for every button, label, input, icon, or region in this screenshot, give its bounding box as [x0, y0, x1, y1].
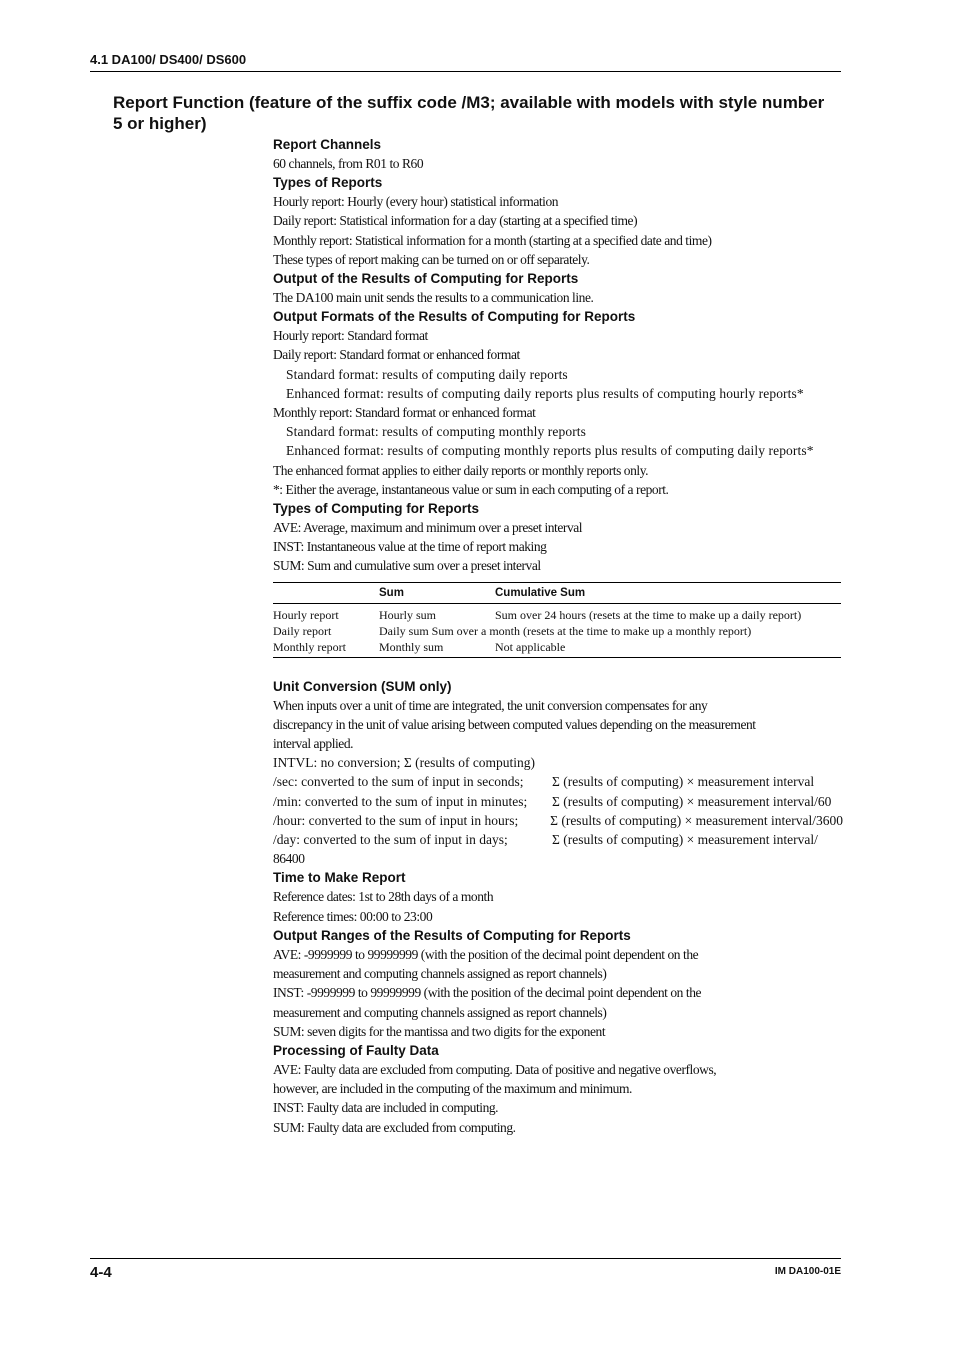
- heading-types-of-reports: Types of Reports: [273, 175, 383, 191]
- paragraph-indented: Standard format: results of computing monthly reports: [286, 424, 586, 440]
- paragraph: Reference times: 00:00 to 23:00: [273, 908, 433, 924]
- paragraph: Daily report: Standard format or enhanced format: [273, 347, 520, 363]
- paragraph: INST: -9999999 to 99999999 (with the position of the decimal point dependent on the: [273, 985, 702, 1001]
- paragraph: 60 channels, from R01 to R60: [273, 156, 424, 171]
- paragraph: These types of report making can be turned on or off separately.: [273, 251, 590, 267]
- paragraph: The enhanced format applies to either daily reports or monthly reports only.: [273, 462, 649, 478]
- paragraph: discrepancy in the unit of value arising between computed values depending on the measurement: [273, 716, 756, 732]
- spacer: [273, 658, 843, 677]
- paragraph: interval applied.: [273, 736, 354, 752]
- paragraph: Hourly report: Hourly (every hour) statistical information: [273, 194, 559, 210]
- paragraph: measurement and computing channels assigned as report channels): [273, 966, 607, 982]
- heading-output-ranges: Output Ranges of the Results of Computing for Reports: [273, 927, 631, 943]
- conversion-label: /day: converted to the sum of input in days;: [273, 832, 508, 848]
- conversion-formula: Σ (results of computing) × measurement interval/: [552, 832, 818, 848]
- conversion-formula: Σ (results of computing) × measurement interval: [552, 774, 815, 790]
- header-divider: [90, 71, 841, 72]
- table-cell: Hourly sum: [379, 607, 436, 622]
- document-id: IM DA100-01E: [774, 1266, 841, 1277]
- conversion-row: [273, 830, 843, 849]
- sum-table: [273, 582, 841, 658]
- heading-time-to-make-report: Time to Make Report: [273, 870, 406, 886]
- paragraph-indented: Enhanced format: results of computing daily reports plus results of computing hourly reports*: [286, 385, 804, 401]
- paragraph: AVE: Average, maximum and minimum over a preset interval: [273, 520, 583, 536]
- paragraph: AVE: Faulty data are excluded from computing. Data of positive and negative overflows,: [273, 1061, 717, 1077]
- paragraph: SUM: Faulty data are excluded from computing.: [273, 1119, 516, 1135]
- paragraph: Monthly report: Statistical information for a month (starting at a specified date and time): [273, 232, 712, 248]
- heading-computing-types: Types of Computing for Reports: [273, 501, 479, 517]
- conversion-label: /min: converted to the sum of input in minutes;: [273, 793, 528, 809]
- table-cell: Hourly report: [273, 607, 339, 622]
- table-cell: Daily sum Sum over a month (resets at the time to make up a monthly report): [379, 623, 752, 638]
- paragraph-indented: Standard format: results of computing daily reports: [286, 366, 568, 382]
- conversion-formula: Σ (results of computing) × measurement interval/3600: [550, 812, 843, 828]
- paragraph: SUM: seven digits for the mantissa and two digits for the exponent: [273, 1023, 606, 1039]
- table-header-cell: [273, 582, 379, 603]
- conversion-row: [273, 772, 843, 791]
- table-header-cell: Cumulative Sum: [495, 582, 841, 603]
- page-title: Report Function (feature of the suffix code /M3; available with models with style number 5 or higher): [113, 93, 825, 133]
- table-cell: Monthly report: [273, 639, 379, 658]
- paragraph: INST: Instantaneous value at the time of report making: [273, 539, 547, 555]
- heading-report-channels: Report Channels: [273, 137, 382, 152]
- paragraph: AVE: -9999999 to 99999999 (with the position of the decimal point dependent on the: [273, 946, 699, 962]
- table-header-cell: Sum: [379, 582, 495, 603]
- footer-divider: [90, 1258, 841, 1259]
- heading-output-results: Output of the Results of Computing for Reports: [273, 271, 579, 287]
- table-cell: Daily report: [273, 623, 332, 638]
- paragraph: however, are included in the computing of the maximum and minimum.: [273, 1081, 632, 1097]
- paragraph: The DA100 main unit sends the results to a communication line.: [273, 290, 594, 306]
- paragraph: Reference dates: 1st to 28th days of a month: [273, 889, 494, 905]
- conversion-formula: Σ (results of computing) × measurement interval/60: [552, 793, 832, 809]
- heading-output-formats: Output Formats of the Results of Computing for Reports: [273, 309, 636, 325]
- paragraph: SUM: Sum and cumulative sum over a preset interval: [273, 558, 541, 574]
- conversion-row: [273, 811, 843, 830]
- paragraph: 86400: [273, 851, 305, 867]
- table-cell: Monthly sum: [379, 639, 495, 658]
- page-number: 4-4: [90, 1264, 112, 1281]
- paragraph: INTVL: no conversion; Σ (results of computing): [273, 755, 536, 771]
- section-header: 4.1 DA100/ DS400/ DS600: [90, 52, 247, 67]
- heading-faulty-data: Processing of Faulty Data: [273, 1042, 439, 1058]
- paragraph: Daily report: Statistical information for a day (starting at a specified time): [273, 213, 638, 229]
- footnote: *: Either the average, instantaneous value or sum in each computing of a report.: [273, 481, 669, 497]
- table-header-row: [273, 582, 841, 603]
- paragraph: When inputs over a unit of time are integrated, the unit conversion compensates for any: [273, 697, 708, 713]
- paragraph: INST: Faulty data are included in computing.: [273, 1100, 499, 1116]
- paragraph: Hourly report: Standard format: [273, 328, 428, 344]
- table-row: [273, 603, 841, 623]
- main-content: [273, 135, 843, 1137]
- paragraph: Monthly report: Standard format or enhanced format: [273, 405, 536, 421]
- table-cell: Sum over 24 hours (resets at the time to make up a daily report): [495, 607, 802, 622]
- conversion-row: [273, 792, 843, 811]
- conversion-label: /hour: converted to the sum of input in hours;: [273, 812, 519, 828]
- paragraph: measurement and computing channels assigned as report channels): [273, 1004, 607, 1020]
- heading-unit-conversion: Unit Conversion (SUM only): [273, 678, 452, 694]
- paragraph-indented: Enhanced format: results of computing monthly reports plus results of computing daily reports*: [286, 443, 814, 459]
- conversion-label: /sec: converted to the sum of input in seconds;: [273, 774, 524, 790]
- table-cell: Not applicable: [495, 639, 841, 658]
- table-row: [273, 639, 841, 658]
- table-row: [273, 623, 841, 639]
